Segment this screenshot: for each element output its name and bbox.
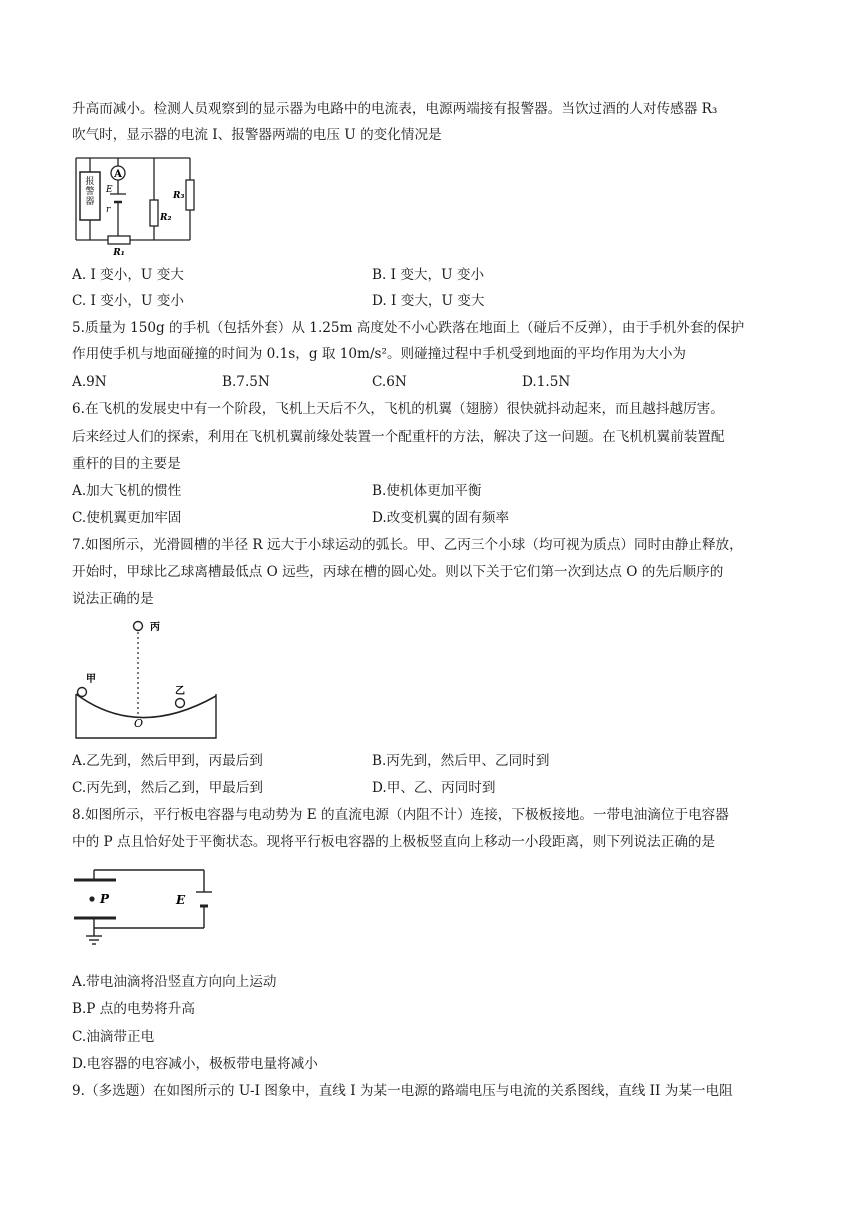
q7-option-c[interactable]: C.丙先到，然后乙到，甲最后到 (72, 780, 263, 796)
q7-groove-figure (72, 614, 222, 744)
q5-option-b[interactable]: B.7.5N (222, 374, 270, 390)
q5-option-c[interactable]: C.6N (372, 374, 407, 390)
q7-line-3: 说法正确的是 (72, 591, 154, 607)
q8-line-1: 8.如图所示，平行板电容器与电动势为 E 的直流电源（内阻不计）连接，下极板接地。一带电油滴位于电容器 (72, 807, 729, 823)
r3-label: R₃ (173, 191, 185, 201)
q4-option-d[interactable]: D. I 变大，U 变大 (372, 293, 485, 309)
q6-line-2: 后来经过人们的探索，利用在飞机机翼前缘处装置一个配重杆的方法，解决了这一问题。在飞机机翼前装置配 (72, 429, 725, 445)
e-label: E (176, 893, 186, 907)
q4-option-b[interactable]: B. I 变大，U 变小 (372, 267, 485, 283)
alarm-label: 报警器 (85, 177, 95, 207)
q8-option-c[interactable]: C.油滴带正电 (72, 1029, 155, 1045)
q6-option-a[interactable]: A.加大飞机的惯性 (72, 483, 182, 499)
p-label: P (100, 892, 110, 906)
q4-option-a[interactable]: A. I 变小，U 变大 (72, 267, 184, 283)
jia-label: 甲 (86, 674, 96, 685)
q5-line-2: 作用使手机与地面碰撞的时间为 0.1s，g 取 10m/s²。则碰撞过程中手机受到地面的平均作用为大小为 (72, 346, 687, 362)
q4-line-2: 吹气时，显示器的电流 I、报警器两端的电压 U 的变化情况是 (72, 127, 442, 143)
yi-label: 乙 (175, 686, 185, 697)
q7-option-a[interactable]: A.乙先到，然后甲到，丙最后到 (72, 753, 263, 769)
internal-resistance-label: r (106, 205, 111, 215)
q4-option-c[interactable]: C. I 变小，U 变小 (72, 293, 184, 309)
q7-line-2: 开始时，甲球比乙球离槽最低点 O 远些，丙球在槽的圆心处。则以下关于它们第一次到达点 O 的先后顺序的 (72, 564, 724, 580)
emf-label: E (106, 185, 113, 195)
ball-jia (78, 688, 87, 697)
r2-label: R₂ (160, 213, 172, 223)
q5-option-a[interactable]: A.9N (72, 374, 107, 390)
q6-option-d[interactable]: D.改变机翼的固有频率 (372, 510, 510, 526)
q4-line-1: 升高而减小。检测人员观察到的显示器为电路中的电流表，电源两端接有报警器。当饮过酒的人对传感器 R₃ (72, 101, 718, 117)
q6-option-c[interactable]: C.使机翼更加牢固 (72, 510, 182, 526)
ammeter-label: A (114, 169, 122, 180)
q5-option-d[interactable]: D.1.5N (522, 374, 571, 390)
q9-line-1: 9.（多选题）在如图所示的 U-I 图象中，直线 I 为某一电源的路端电压与电流的关系图线，直线 II 为某一电阻 (72, 1083, 733, 1099)
q7-line-1: 7.如图所示，光滑圆槽的半径 R 远大于小球运动的弧长。甲、乙丙三个小球（均可视为质点）同时由静止释放， (72, 537, 743, 553)
ball-bing (134, 622, 143, 631)
q4-circuit-figure (72, 150, 202, 260)
q7-option-b[interactable]: B.丙先到，然后甲、乙同时到 (372, 753, 550, 769)
ball-yi (176, 699, 185, 708)
q7-option-d[interactable]: D.甲、乙、丙同时到 (372, 780, 496, 796)
oil-drop (89, 896, 94, 901)
q8-option-b[interactable]: B.P 点的电势将升高 (72, 1001, 195, 1017)
o-label: O (134, 717, 144, 730)
q8-option-d[interactable]: D.电容器的电容减小，极板带电量将减小 (72, 1056, 318, 1072)
q6-line-1: 6.在飞机的发展史中有一个阶段，飞机上天后不久，飞机的机翼（翅膀）很快就抖动起来，而且越抖越厉害。 (72, 401, 724, 417)
r1-label: R₁ (113, 248, 125, 258)
q8-line-2: 中的 P 点且恰好处于平衡状态。现将平行板电容器的上极板竖直向上移动一小段距离，则下列说法正确的是 (72, 834, 716, 850)
q5-line-1: 5.质量为 150g 的手机（包括外套）从 1.25m 高度处不小心跌落在地面上（碰后不反弹），由于手机外套的保护 (72, 320, 745, 336)
q8-capacitor-figure (72, 862, 222, 954)
q6-option-b[interactable]: B.使机体更加平衡 (372, 483, 482, 499)
q8-option-a[interactable]: A.带电油滴将沿竖直方向向上运动 (72, 974, 277, 990)
q6-line-3: 重杆的目的主要是 (72, 456, 181, 472)
bing-label: 丙 (150, 622, 160, 633)
